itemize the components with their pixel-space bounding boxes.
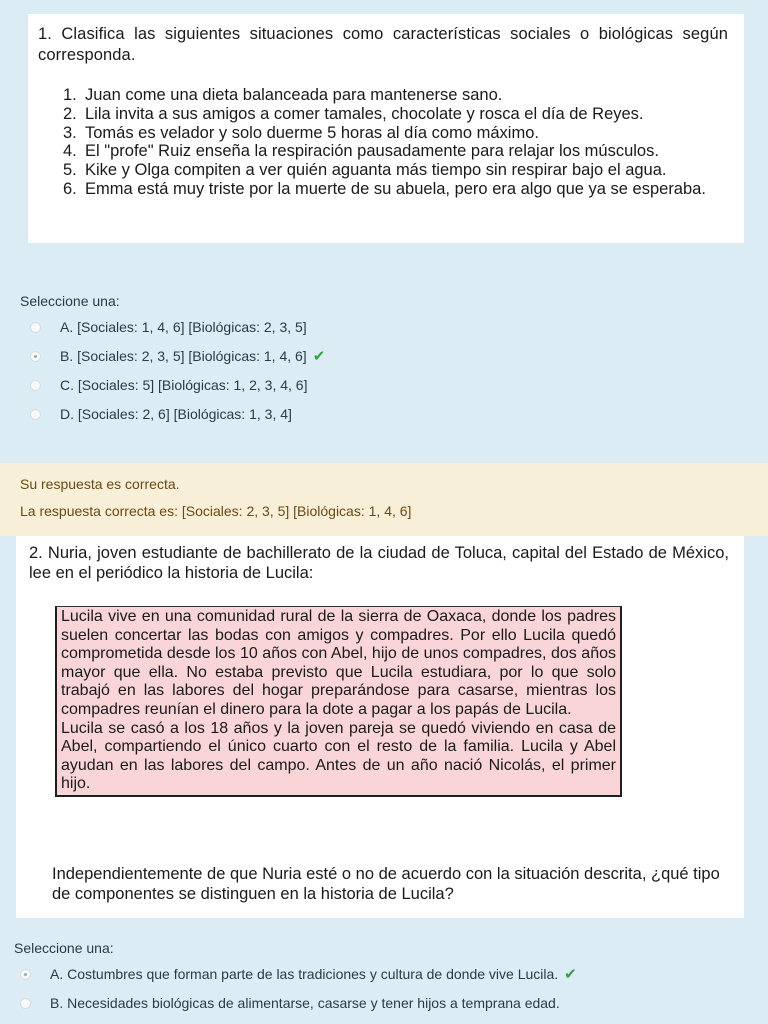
- question-1-card: [28, 14, 744, 243]
- situation-text: Kike y Olga compiten a ver quién aguanta más tiempo sin respirar bajo el agua.: [85, 161, 667, 180]
- radio-button[interactable]: [30, 380, 41, 391]
- feedback-correct-answer: La respuesta correcta es: [Sociales: 2, 3, 5] [Biológicas: 1, 4, 6]: [20, 503, 412, 519]
- radio-button[interactable]: [30, 322, 41, 333]
- situation-text: Lila invita a sus amigos a comer tamales, chocolate y rosca el día de Reyes.: [85, 104, 644, 123]
- radio-button-selected[interactable]: [30, 351, 41, 362]
- situation-number: 5.: [63, 161, 77, 180]
- situation-item: [63, 161, 728, 180]
- situation-number: 2.: [63, 104, 77, 123]
- situation-text: Tomás es velador y solo duerme 5 horas al día como máximo.: [85, 123, 539, 142]
- question-2-card: [16, 536, 744, 918]
- radio-button[interactable]: [20, 998, 31, 1009]
- radio-button-selected[interactable]: [20, 969, 31, 980]
- situation-number: 3.: [63, 123, 77, 142]
- option-label: B. [Sociales: 2, 3, 5] [Biológicas: 1, 4, 6]: [60, 348, 307, 364]
- correct-check-icon: ✔: [312, 348, 326, 365]
- situation-item: [63, 124, 728, 143]
- option-label: C. [Sociales: 5] [Biológicas: 1, 2, 3, 4, 6]: [60, 377, 308, 393]
- situation-item: [63, 142, 728, 161]
- situation-text: Juan come una dieta balanceada para mantenerse sano.: [85, 86, 503, 104]
- situation-item: [63, 105, 728, 124]
- situation-text: El "profe" Ruiz enseña la respiración pausadamente para relajar los músculos.: [85, 142, 659, 161]
- question-2-stem: 2. Nuria, joven estudiante de bachillerato de la ciudad de Toluca, capital del Estado de México, lee en el periódico la historia de Lucila:: [29, 544, 729, 582]
- feedback-panel: [0, 463, 768, 536]
- situation-item: [63, 86, 728, 105]
- question-1-situations-list: [63, 86, 728, 199]
- lucila-story-box: [55, 606, 622, 797]
- question-2-prompt: Seleccione una:: [14, 940, 114, 956]
- question-2-question: Independientemente de que Nuria esté o no de acuerdo con la situación descrita, ¿qué tipo de componentes se distinguen en la historia de Lucila?: [52, 865, 720, 903]
- situation-number: 4.: [63, 142, 77, 161]
- option-label: A. Costumbres que forman parte de las tradiciones y cultura de donde vive Lucila.: [50, 966, 559, 982]
- option-label: A. [Sociales: 1, 4, 6] [Biológicas: 2, 3, 5]: [60, 319, 307, 335]
- situation-number: 1.: [63, 86, 77, 104]
- situation-number: 6.: [63, 179, 77, 198]
- question-1-stem: 1. Clasifica las siguientes situaciones como características sociales o biológicas según corresponda.: [38, 25, 728, 64]
- story-paragraph: Lucila se casó a los 18 años y la joven pareja se quedó viviendo en casa de Abel, compartiendo el único cuarto con el resto de la familia. Lucila y Abel ayudan en las labores del campo. Antes de un año nació Nicolás, el primer hijo.: [61, 719, 616, 793]
- feedback-status: Su respuesta es correcta.: [20, 476, 180, 492]
- story-paragraph: Lucila vive en una comunidad rural de la sierra de Oaxaca, donde los padres suelen concertar las bodas con amigos y compadres. Por ello Lucila quedó comprometida desde los 10 años con Abel, hijo de unos compadres, dos años mayor que ella. No estaba previsto que Lucila estudiara, por lo que solo trabajó en las labores del hogar preparándose para casarse, mientras los compadres reunían el dinero para la dote a pagar a los papás de Lucila.: [61, 608, 616, 718]
- radio-button[interactable]: [30, 409, 41, 420]
- option-label: B. Necesidades biológicas de alimentarse, casarse y tener hijos a temprana edad.: [50, 995, 560, 1011]
- situation-item: [63, 180, 728, 199]
- option-label: D. [Sociales: 2, 6] [Biológicas: 1, 3, 4]: [60, 406, 292, 422]
- situation-text: Emma está muy triste por la muerte de su abuela, pero era algo que ya se esperaba.: [85, 179, 706, 198]
- question-1-prompt: Seleccione una:: [20, 293, 120, 309]
- correct-check-icon: ✔: [564, 966, 577, 983]
